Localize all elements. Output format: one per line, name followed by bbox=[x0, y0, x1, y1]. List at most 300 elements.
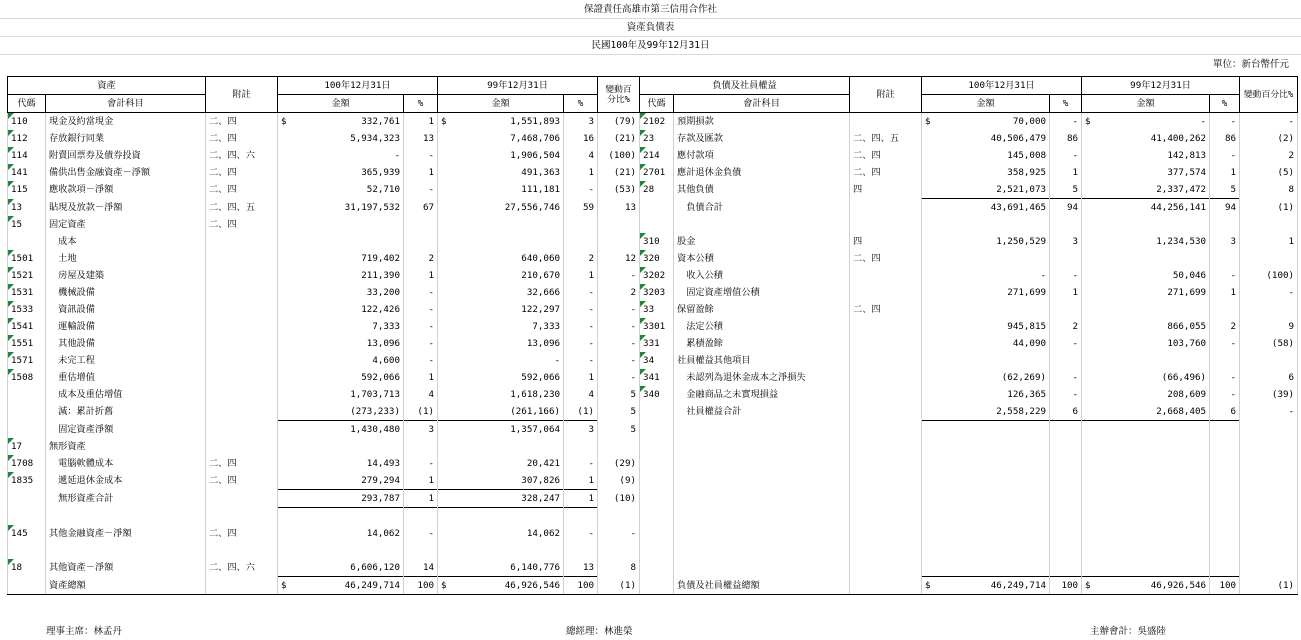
liab-note-cell bbox=[850, 438, 922, 455]
liab-item-cell bbox=[674, 438, 850, 455]
asset-amount-year2-value: 1,551,893 bbox=[510, 116, 561, 127]
liab-pct-year1-value: 2 bbox=[1072, 321, 1079, 332]
liab-pct-year1-value: - bbox=[1072, 270, 1079, 281]
asset-item-value: 其他金融資產－淨額 bbox=[49, 528, 132, 539]
asset-item-value: 資訊設備 bbox=[49, 304, 95, 315]
liab-code-cell bbox=[640, 472, 674, 490]
liab-change-pct-cell bbox=[1240, 199, 1298, 217]
asset-pct-year2-cell bbox=[564, 130, 598, 147]
liab-amount-year2-cell bbox=[1082, 216, 1210, 233]
table-row bbox=[8, 301, 1298, 318]
liab-change-pct-cell bbox=[1240, 250, 1298, 267]
asset-pct-year2-value: 16 bbox=[582, 133, 595, 144]
asset-amount-year2-value: 328,247 bbox=[521, 493, 561, 504]
asset-pct-year1-cell bbox=[404, 421, 438, 439]
liab-pct-year1-value: 1 bbox=[1072, 167, 1079, 178]
asset-amount-year2-value: 111,181 bbox=[521, 184, 561, 196]
table-row bbox=[8, 233, 1298, 250]
table-row bbox=[8, 386, 1298, 403]
asset-change-pct-value: (1) bbox=[619, 579, 637, 591]
asset-code-value: 1508 bbox=[11, 372, 34, 383]
asset-pct-year2-cell bbox=[564, 233, 598, 250]
asset-change-pct-cell bbox=[598, 301, 640, 318]
liab-pct-year2-cell bbox=[1210, 403, 1240, 421]
asset-amount-year2-value: 32,666 bbox=[526, 287, 561, 298]
asset-pct-year1-value: 1 bbox=[428, 475, 435, 486]
liab-amount-year2-value: 2,337,472 bbox=[1156, 184, 1207, 195]
asset-pct-year2-value: - bbox=[588, 338, 595, 349]
asset-change-pct-cell bbox=[598, 403, 640, 421]
asset-note-value: 二、四 bbox=[209, 528, 237, 539]
asset-code-cell bbox=[8, 490, 46, 508]
asset-amount-year1-value: 332,761 bbox=[361, 116, 400, 127]
liab-change-pct-cell bbox=[1240, 164, 1298, 181]
liab-note-cell bbox=[850, 199, 922, 217]
liab-pct-year2-cell bbox=[1210, 421, 1240, 439]
liab-change-pct-cell bbox=[1240, 267, 1298, 284]
asset-amount-year1-cell bbox=[278, 181, 404, 199]
table-row bbox=[8, 250, 1298, 267]
table-row bbox=[8, 199, 1298, 217]
liab-pct-year1-cell bbox=[1050, 301, 1082, 318]
liab-item-value: 資本公積 bbox=[677, 253, 714, 264]
asset-amount-year1-value: 279,294 bbox=[361, 475, 400, 486]
asset-pct-year1-value: 1 bbox=[428, 270, 435, 281]
liab-change-pct-cell bbox=[1240, 130, 1298, 147]
asset-amount-year1-cell bbox=[278, 542, 404, 559]
asset-item-cell bbox=[46, 199, 206, 217]
asset-item-value: 重估增值 bbox=[49, 372, 95, 383]
asset-pct-year1-cell bbox=[404, 216, 438, 233]
asset-change-pct-value: - bbox=[630, 321, 637, 332]
liab-note-cell bbox=[850, 181, 922, 199]
liab-pct-year2-cell bbox=[1210, 542, 1240, 559]
liab-change-pct-value: - bbox=[1288, 406, 1295, 418]
table-row bbox=[8, 369, 1298, 386]
liab-amount-year1-cell bbox=[922, 335, 1050, 352]
asset-pct-year2-value: - bbox=[588, 458, 595, 469]
asset-change-pct-cell bbox=[598, 250, 640, 267]
liab-pct-year1-cell bbox=[1050, 250, 1082, 267]
liab-item-cell bbox=[674, 542, 850, 559]
liab-pct-year2-cell bbox=[1210, 130, 1240, 147]
liab-amount-year1-cell bbox=[922, 267, 1050, 284]
asset-pct-year2-cell bbox=[564, 164, 598, 181]
asset-code-cell bbox=[8, 559, 46, 577]
asset-code-value: 115 bbox=[11, 184, 28, 196]
liab-amount-year2-cell bbox=[1082, 438, 1210, 455]
liab-amount-year1-cell bbox=[922, 525, 1050, 542]
liab-pct-year2-cell bbox=[1210, 490, 1240, 508]
asset-pct-year1-value: - bbox=[428, 338, 435, 349]
asset-amount-year1-cell bbox=[278, 438, 404, 455]
liab-change-pct-cell bbox=[1240, 318, 1298, 335]
asset-amount-year1-cell bbox=[278, 199, 404, 217]
asset-pct-year2-cell bbox=[564, 559, 598, 577]
liab-amount-year2-cell bbox=[1082, 490, 1210, 508]
asset-pct-year2-value: - bbox=[588, 304, 595, 315]
asset-amount-year1-cell bbox=[278, 216, 404, 233]
currency-symbol: $ bbox=[441, 116, 447, 127]
liab-code-cell bbox=[640, 164, 674, 181]
currency-symbol: $ bbox=[281, 580, 287, 591]
liab-amount-year2-value: 41,400,262 bbox=[1150, 133, 1207, 144]
asset-item-cell bbox=[46, 130, 206, 147]
liab-pct-year2-cell bbox=[1210, 472, 1240, 490]
asset-pct-year2-value: - bbox=[588, 184, 595, 196]
liab-code-value: 214 bbox=[643, 150, 660, 161]
asset-pct-year1-value: 14 bbox=[422, 562, 435, 573]
asset-amount-year1-cell bbox=[278, 525, 404, 542]
liab-amount-year2-value: (66,496) bbox=[1161, 372, 1207, 383]
asset-amount-year2-value: 640,060 bbox=[521, 253, 561, 264]
asset-change-pct-value: - bbox=[630, 355, 637, 366]
liab-code-value: 28 bbox=[643, 184, 655, 196]
liab-note-value: 四 bbox=[853, 184, 863, 196]
asset-amount-year1-value: 4,600 bbox=[372, 355, 400, 366]
asset-item-cell bbox=[46, 352, 206, 369]
asset-amount-year1-cell bbox=[278, 335, 404, 352]
liab-pct-year2-value: - bbox=[1230, 389, 1237, 400]
asset-pct-year2-value: 2 bbox=[588, 253, 595, 264]
asset-change-pct-value: 2 bbox=[630, 287, 637, 298]
pct-header: % bbox=[404, 95, 438, 113]
asset-code-value: 15 bbox=[11, 219, 23, 230]
asset-pct-year2-cell bbox=[564, 455, 598, 472]
asset-change-pct-value: (21) bbox=[613, 167, 637, 178]
asset-item-value: 應收款項－淨額 bbox=[49, 184, 114, 196]
liab-amount-year2-value: 44,256,141 bbox=[1150, 202, 1207, 213]
liab-item-cell bbox=[674, 559, 850, 577]
liab-code-value: 34 bbox=[643, 355, 655, 366]
liab-note-cell bbox=[850, 164, 922, 181]
asset-code-value: 145 bbox=[11, 528, 28, 539]
liab-amount-year2-cell bbox=[1082, 233, 1210, 250]
liab-code-cell bbox=[640, 147, 674, 164]
asset-pct-year1-value: 4 bbox=[428, 389, 435, 400]
asset-item-cell bbox=[46, 113, 206, 131]
table-row bbox=[8, 542, 1298, 559]
manager-signature: 總經理：林進榮 bbox=[566, 626, 633, 637]
asset-pct-year2-value: 1 bbox=[588, 475, 595, 486]
liab-amount-year2-cell bbox=[1082, 403, 1210, 421]
asset-item-cell bbox=[46, 318, 206, 335]
liab-item-cell bbox=[674, 130, 850, 147]
asset-amount-year1-value: - bbox=[394, 150, 400, 161]
liab-code-cell bbox=[640, 130, 674, 147]
liab-pct-year1-cell bbox=[1050, 130, 1082, 147]
asset-item-value: 無形資產 bbox=[49, 441, 86, 452]
liab-note-cell bbox=[850, 490, 922, 508]
year1-header: 100年12月31日 bbox=[278, 77, 438, 95]
asset-code-cell bbox=[8, 335, 46, 352]
liab-pct-year2-cell bbox=[1210, 284, 1240, 301]
liab-pct-year2-value: 94 bbox=[1224, 202, 1237, 213]
table-row bbox=[8, 164, 1298, 181]
asset-amount-year1-cell bbox=[278, 301, 404, 318]
liab-code-cell bbox=[640, 199, 674, 217]
change-header: 變動百分比% bbox=[598, 77, 640, 113]
asset-code-cell bbox=[8, 525, 46, 542]
liab-amount-year1-cell bbox=[922, 508, 1050, 526]
liab-item-cell bbox=[674, 147, 850, 164]
asset-change-pct-value: (10) bbox=[613, 493, 637, 504]
asset-note-cell bbox=[206, 216, 278, 233]
liab-amount-year1-cell bbox=[922, 199, 1050, 217]
liab-note-cell bbox=[850, 577, 922, 595]
pct-header: % bbox=[564, 95, 598, 113]
liab-code-cell bbox=[640, 233, 674, 250]
asset-item-value: 運輸設備 bbox=[49, 321, 95, 332]
liab-item-value: 股金 bbox=[677, 236, 696, 247]
asset-item-value: 土地 bbox=[49, 253, 77, 264]
asset-note-cell bbox=[206, 403, 278, 421]
asset-item-value: 電腦軟體成本 bbox=[49, 458, 114, 469]
liab-code-cell bbox=[640, 301, 674, 318]
asset-pct-year2-value: 1 bbox=[588, 270, 595, 281]
liab-note-cell bbox=[850, 403, 922, 421]
liab-amount-year2-cell bbox=[1082, 318, 1210, 335]
asset-amount-year1-value: 5,934,323 bbox=[350, 133, 400, 144]
asset-change-pct-value: 13 bbox=[624, 201, 637, 213]
asset-amount-year2-cell bbox=[438, 147, 564, 164]
asset-change-pct-cell bbox=[598, 284, 640, 301]
asset-item-cell bbox=[46, 421, 206, 439]
liab-pct-year1-value: 5 bbox=[1072, 184, 1079, 195]
asset-note-cell bbox=[206, 577, 278, 595]
liab-pct-year1-value: - bbox=[1072, 116, 1079, 127]
liab-pct-year1-cell bbox=[1050, 403, 1082, 421]
asset-item-value: 房屋及建築 bbox=[49, 270, 105, 281]
liab-code-value: 331 bbox=[643, 338, 660, 349]
asset-amount-year2-value: 1,906,504 bbox=[510, 150, 561, 161]
asset-change-pct-cell bbox=[598, 113, 640, 131]
asset-pct-year2-cell bbox=[564, 199, 598, 217]
liab-item-value: 應付款項 bbox=[677, 150, 714, 161]
liab-amount-year1-cell bbox=[922, 301, 1050, 318]
liab-pct-year1-cell bbox=[1050, 369, 1082, 386]
asset-amount-year2-cell bbox=[438, 559, 564, 577]
asset-item-cell bbox=[46, 284, 206, 301]
asset-amount-year1-value: 211,390 bbox=[361, 270, 400, 281]
liab-code-cell bbox=[640, 525, 674, 542]
change-header: 變動百分比% bbox=[1240, 77, 1298, 113]
liab-code-cell bbox=[640, 490, 674, 508]
asset-item-cell bbox=[46, 403, 206, 421]
year2-header: 99年12月31日 bbox=[1082, 77, 1240, 95]
asset-amount-year2-cell bbox=[438, 233, 564, 250]
liab-item-cell bbox=[674, 284, 850, 301]
asset-item-value: 其他資產－淨額 bbox=[49, 562, 114, 574]
asset-pct-year2-cell bbox=[564, 508, 598, 526]
asset-change-pct-cell bbox=[598, 233, 640, 250]
asset-code-value: 13 bbox=[11, 201, 23, 213]
table-row bbox=[8, 147, 1298, 164]
liab-pct-year1-cell bbox=[1050, 335, 1082, 352]
liab-pct-year2-value: 3 bbox=[1230, 236, 1237, 247]
asset-pct-year1-cell bbox=[404, 233, 438, 250]
asset-code-value: 114 bbox=[11, 150, 28, 161]
table-row bbox=[8, 181, 1298, 199]
liab-note-cell bbox=[850, 130, 922, 147]
asset-pct-year1-value: - bbox=[428, 150, 435, 161]
liab-note-value: 四 bbox=[853, 236, 863, 247]
asset-amount-year1-value: 293,787 bbox=[361, 493, 400, 504]
asset-item-value: 成本及重估增值 bbox=[49, 389, 123, 400]
asset-code-cell bbox=[8, 577, 46, 595]
asset-amount-year1-cell bbox=[278, 490, 404, 508]
liab-code-value: 3203 bbox=[643, 287, 666, 298]
liab-amount-year2-cell bbox=[1082, 301, 1210, 318]
asset-change-pct-value: (100) bbox=[608, 150, 637, 161]
asset-amount-year1-cell bbox=[278, 164, 404, 181]
asset-amount-year2-cell bbox=[438, 421, 564, 439]
liab-amount-year1-value: - bbox=[1040, 270, 1047, 281]
liab-pct-year2-cell bbox=[1210, 352, 1240, 369]
asset-item-value: 附賣回票券及債券投資 bbox=[49, 150, 141, 161]
liab-pct-year1-cell bbox=[1050, 525, 1082, 542]
asset-amount-year2-cell bbox=[438, 284, 564, 301]
liab-change-pct-cell bbox=[1240, 369, 1298, 386]
liab-code-cell bbox=[640, 421, 674, 439]
asset-item-cell bbox=[46, 335, 206, 352]
asset-item-value: 備供出售金融資產－淨額 bbox=[49, 167, 151, 178]
table-row bbox=[8, 490, 1298, 508]
currency-symbol: $ bbox=[441, 580, 447, 591]
liab-pct-year2-cell bbox=[1210, 164, 1240, 181]
asset-item-cell bbox=[46, 164, 206, 181]
asset-amount-year2-cell bbox=[438, 199, 564, 217]
liab-pct-year1-value: - bbox=[1072, 338, 1079, 349]
asset-note-value: 二、四 bbox=[209, 184, 237, 196]
liab-change-pct-value: 2 bbox=[1288, 150, 1295, 161]
asset-pct-year1-value: (1) bbox=[417, 406, 435, 417]
liab-code-value: 2701 bbox=[643, 167, 666, 178]
liab-item-value: 負債及社員權益總額 bbox=[677, 579, 760, 591]
table-row bbox=[8, 403, 1298, 421]
liab-amount-year2-cell bbox=[1082, 525, 1210, 542]
asset-pct-year2-cell bbox=[564, 335, 598, 352]
asset-note-cell bbox=[206, 318, 278, 335]
asset-change-pct-cell bbox=[598, 508, 640, 526]
asset-change-pct-value: (21) bbox=[613, 133, 637, 144]
asset-item-cell bbox=[46, 267, 206, 284]
liab-amount-year1-value: 126,365 bbox=[1007, 389, 1047, 400]
asset-change-pct-cell bbox=[598, 438, 640, 455]
liab-note-cell bbox=[850, 147, 922, 164]
liab-change-pct-value: (100) bbox=[1266, 270, 1295, 281]
liab-pct-year2-value: 1 bbox=[1230, 287, 1237, 298]
liab-code-value: 23 bbox=[643, 133, 655, 144]
liabilities-header: 負債及社員權益 bbox=[640, 77, 850, 95]
liab-amount-year2-cell bbox=[1082, 113, 1210, 131]
liab-change-pct-cell bbox=[1240, 455, 1298, 472]
liab-pct-year1-cell bbox=[1050, 164, 1082, 181]
asset-item-cell bbox=[46, 472, 206, 490]
liab-pct-year1-cell bbox=[1050, 233, 1082, 250]
asset-pct-year1-cell bbox=[404, 284, 438, 301]
asset-amount-year2-value: 14,062 bbox=[526, 528, 561, 539]
asset-pct-year1-value: 100 bbox=[417, 580, 435, 591]
asset-pct-year2-value: (1) bbox=[577, 406, 595, 417]
asset-pct-year2-cell bbox=[564, 267, 598, 284]
table-row bbox=[8, 352, 1298, 369]
liab-change-pct-value: (58) bbox=[1271, 338, 1295, 349]
asset-pct-year2-value: 1 bbox=[588, 372, 595, 383]
asset-change-pct-value: - bbox=[630, 528, 637, 539]
asset-pct-year2-cell bbox=[564, 403, 598, 421]
asset-amount-year1-cell bbox=[278, 472, 404, 490]
liab-amount-year2-cell bbox=[1082, 181, 1210, 199]
asset-pct-year1-cell bbox=[404, 250, 438, 267]
asset-code-value: 1551 bbox=[11, 338, 34, 349]
asset-pct-year1-value: 1 bbox=[428, 372, 435, 383]
asset-change-pct-cell bbox=[598, 386, 640, 403]
liab-item-value: 負債合計 bbox=[677, 201, 723, 213]
asset-item-cell bbox=[46, 216, 206, 233]
liab-change-pct-cell bbox=[1240, 403, 1298, 421]
liab-amount-year2-value: 866,055 bbox=[1167, 321, 1207, 332]
pct-header: % bbox=[1210, 95, 1240, 113]
liab-pct-year2-value: - bbox=[1230, 116, 1237, 127]
asset-note-cell bbox=[206, 542, 278, 559]
liab-amount-year2-value: 50,046 bbox=[1172, 270, 1207, 281]
liab-pct-year1-cell bbox=[1050, 559, 1082, 577]
asset-pct-year2-value: 3 bbox=[588, 424, 595, 435]
asset-item-cell bbox=[46, 233, 206, 250]
liab-change-pct-value: - bbox=[1288, 116, 1295, 127]
asset-code-value: 1501 bbox=[11, 253, 34, 264]
item-header: 會計科目 bbox=[674, 95, 850, 113]
pct-header: % bbox=[1050, 95, 1082, 113]
liab-item-value: 社員權益其他項目 bbox=[677, 355, 751, 366]
liab-amount-year1-value: (62,269) bbox=[1001, 372, 1047, 383]
liab-note-cell bbox=[850, 369, 922, 386]
liab-item-cell bbox=[674, 216, 850, 233]
balance-sheet-table bbox=[7, 76, 1298, 595]
liab-change-pct-value: (1) bbox=[1277, 579, 1295, 591]
liab-change-pct-value: 6 bbox=[1288, 372, 1295, 383]
liab-note-cell bbox=[850, 267, 922, 284]
asset-pct-year1-cell bbox=[404, 559, 438, 577]
accountant-signature: 主辦會計：吳盛陸 bbox=[1090, 626, 1167, 637]
asset-item-cell bbox=[46, 508, 206, 526]
liab-change-pct-cell bbox=[1240, 472, 1298, 490]
liab-note-value: 二、四 bbox=[853, 253, 881, 264]
asset-change-pct-cell bbox=[598, 318, 640, 335]
liab-pct-year1-cell bbox=[1050, 284, 1082, 301]
asset-amount-year1-cell bbox=[278, 147, 404, 164]
liab-change-pct-value: (5) bbox=[1277, 167, 1295, 178]
liab-amount-year1-value: 44,090 bbox=[1012, 338, 1047, 349]
asset-amount-year2-cell bbox=[438, 352, 564, 369]
liab-pct-year2-value: 100 bbox=[1219, 580, 1237, 591]
liab-note-cell bbox=[850, 318, 922, 335]
asset-amount-year2-cell bbox=[438, 301, 564, 318]
liab-amount-year1-value: 40,506,479 bbox=[990, 133, 1047, 144]
liab-change-pct-value: (2) bbox=[1277, 133, 1295, 144]
liab-pct-year1-cell bbox=[1050, 508, 1082, 526]
liab-amount-year2-cell bbox=[1082, 199, 1210, 217]
liab-item-value: 法定公積 bbox=[677, 321, 723, 332]
asset-item-cell bbox=[46, 438, 206, 455]
asset-change-pct-value: 5 bbox=[630, 423, 637, 435]
liab-change-pct-cell bbox=[1240, 559, 1298, 577]
asset-pct-year1-cell bbox=[404, 386, 438, 403]
asset-amount-year2-value: 1,357,064 bbox=[510, 424, 561, 435]
asset-change-pct-value: (29) bbox=[613, 458, 637, 469]
asset-item-cell bbox=[46, 559, 206, 577]
